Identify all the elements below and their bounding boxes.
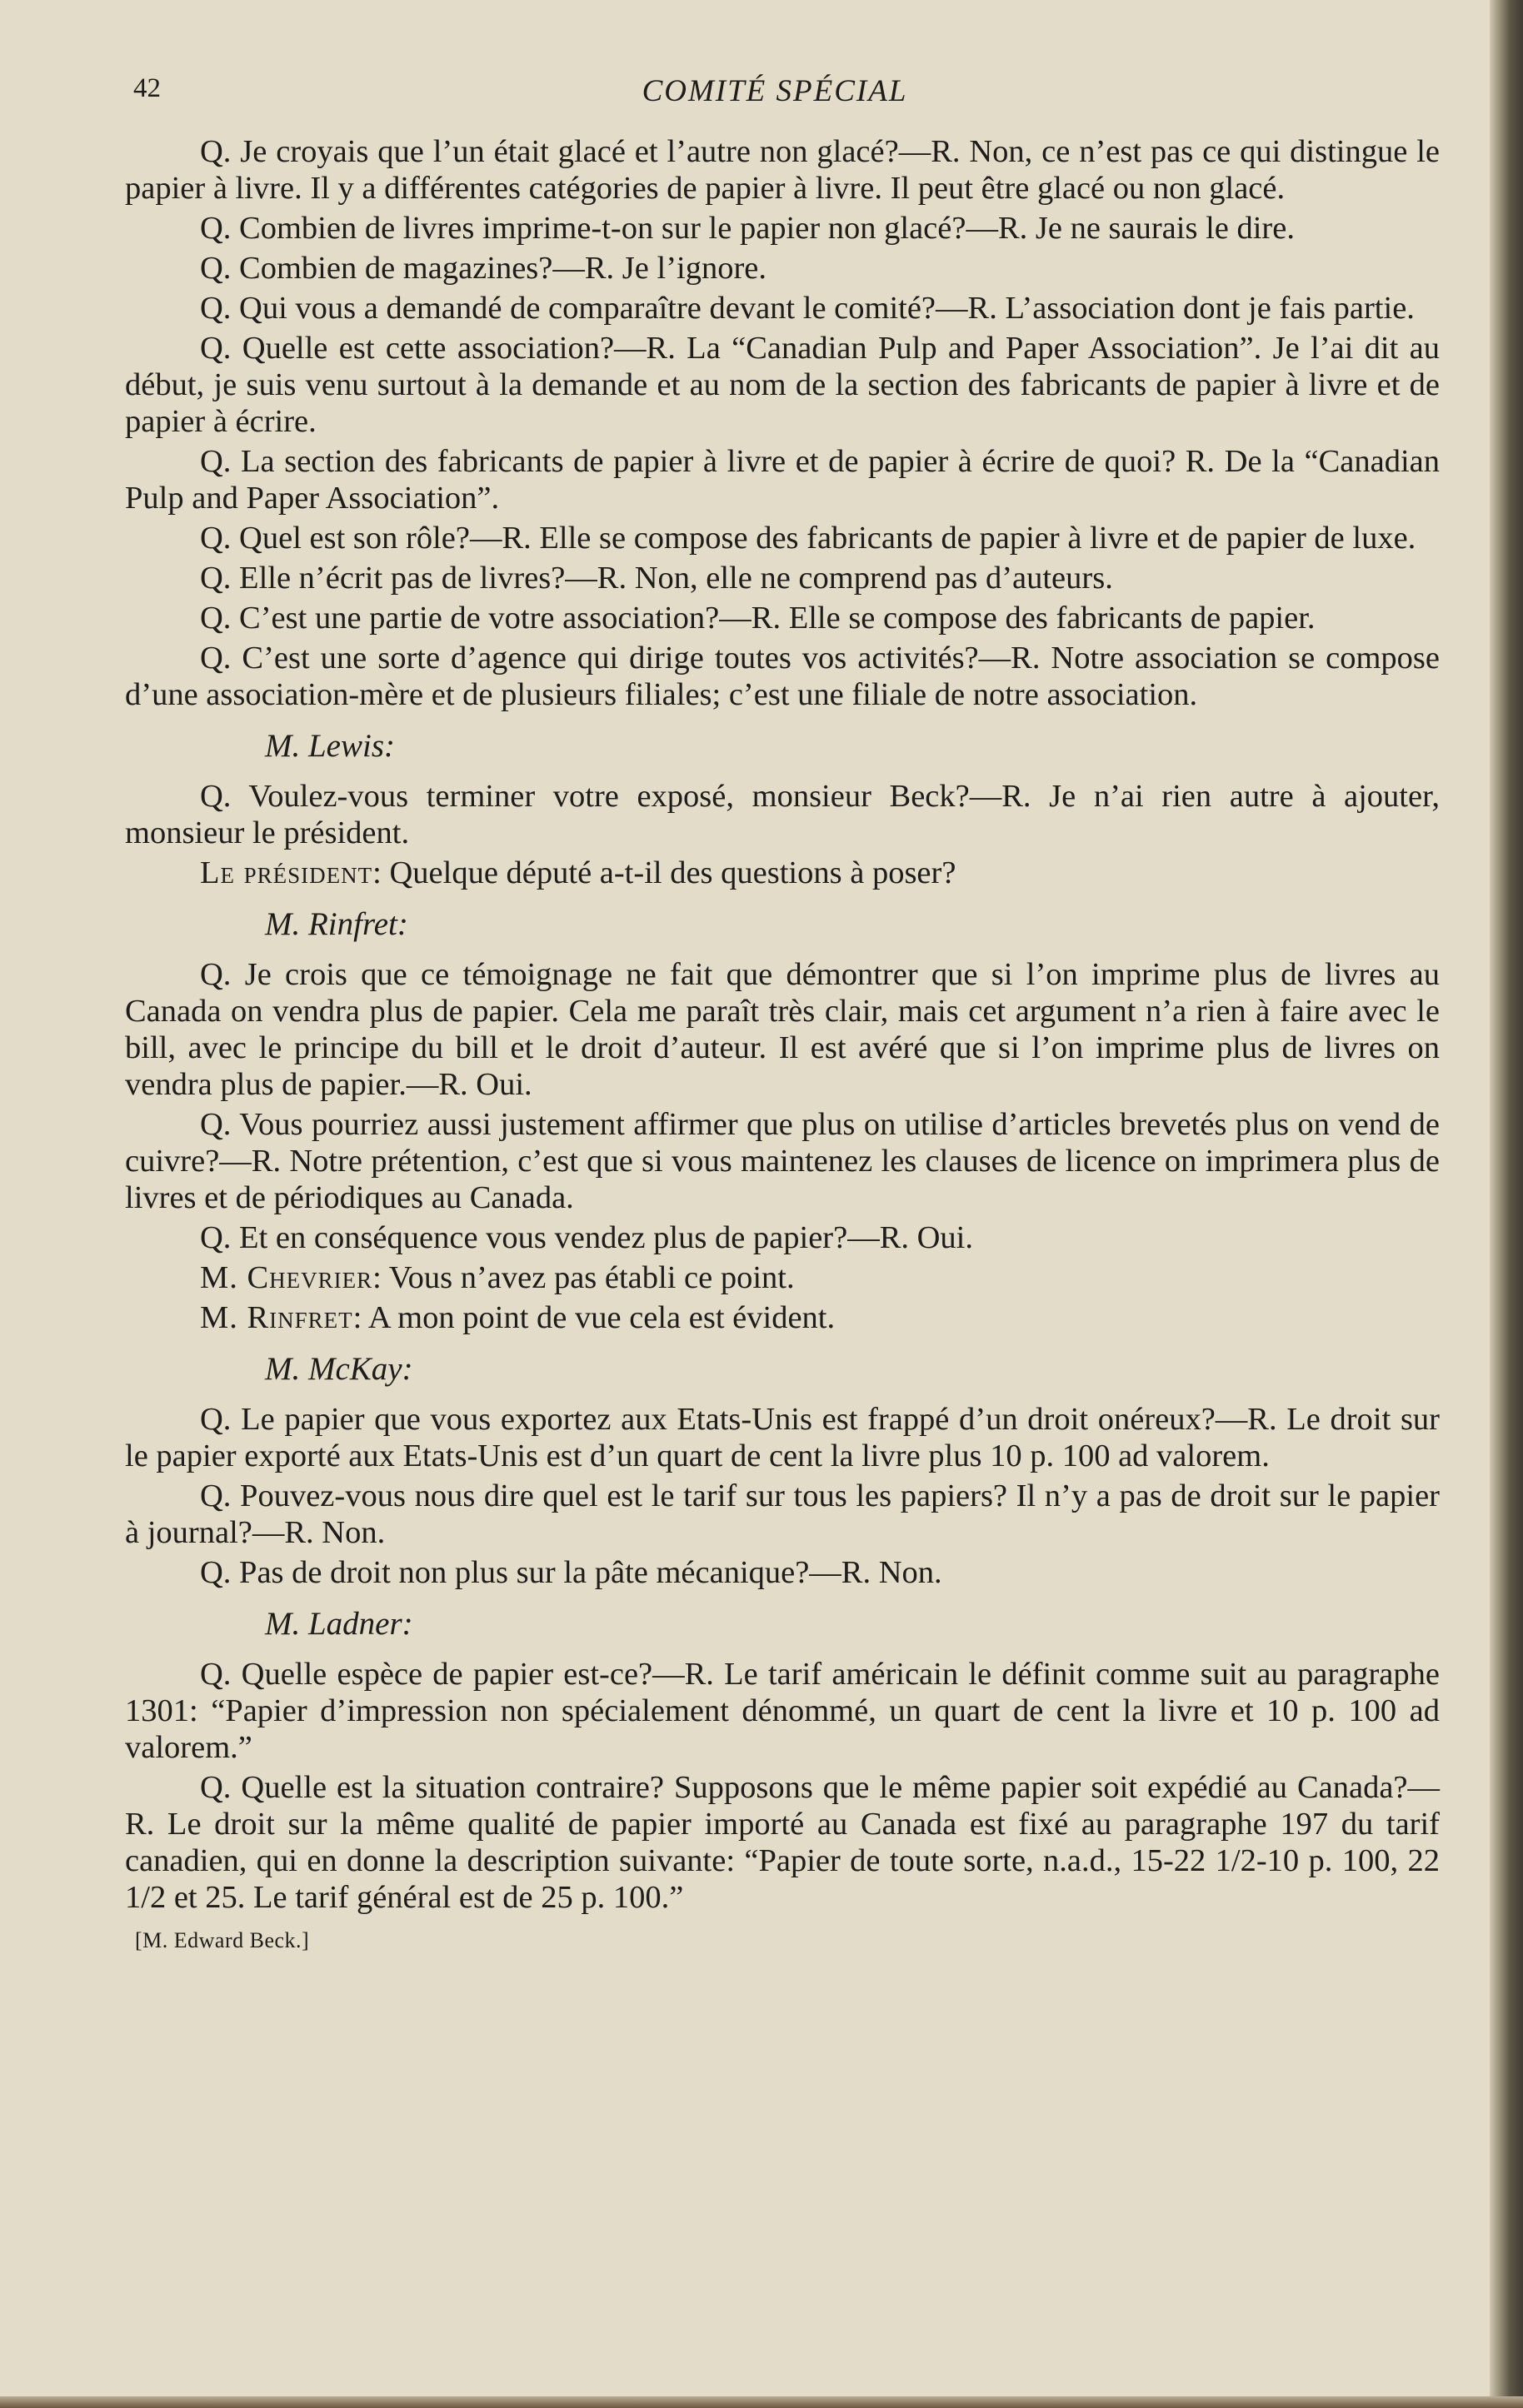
page-bottom-edge: [0, 2396, 1523, 2408]
transcript-blocks: [125, 133, 1440, 1916]
question-answer-paragraph: Q. C’est une sorte d’agence qui dirige toutes vos activités?—R. Notre association se compose d’une association-mère et de plusieurs filiales; c’est une filiale de notre association.: [125, 641, 1440, 712]
question-answer-paragraph: Q. Et en conséquence vous vendez plus de papier?—R. Oui.: [200, 1220, 974, 1255]
speaker-heading: M. McKay:: [265, 1351, 413, 1387]
book-binding-shadow: [1490, 0, 1523, 2408]
question-answer-paragraph: Q. Quel est son rôle?—R. Elle se compose des fabricants de papier à livre et de papier de luxe.: [200, 521, 1416, 556]
question-answer-paragraph: Q. Quelle espèce de papier est-ce?—R. Le tarif américain le définit comme suit au paragraphe 1301: “Papier d’impression non spécialement dénommé, un quart de cent la livre et 10 p. 100 ad valorem.”: [125, 1657, 1440, 1765]
speaker-heading: M. Ladner:: [265, 1606, 413, 1642]
speaker-name: M. Rinfret: [200, 1300, 353, 1335]
named-statement: [125, 855, 1440, 891]
running-head: COMITÉ SPÉCIAL: [642, 74, 908, 108]
question-answer-paragraph: Q. Le papier que vous exportez aux Etats-Unis est frappé d’un droit onéreux?—R. Le droit sur le papier exporté aux Etats-Unis est d’un quart de cent la livre plus 10 p. 100 ad valorem.: [125, 1402, 1440, 1473]
question-answer-paragraph: Q. Quelle est la situation contraire? Supposons que le même papier soit expédié au Canada?—R. Le droit sur la même qualité de papier importé au Canada est fixé au paragraphe 197 du tarif canadien, qui en donne la description suivante: “Papier de toute sorte, n.a.d., 15-22 1/2-10 p. 100, 22 1/2 et 25. Le tarif général est de 25 p. 100.”: [125, 1770, 1440, 1915]
question-answer-paragraph: Q. La section des fabricants de papier à livre et de papier à écrire de quoi? R. De la “Canadian Pulp and Paper Association”.: [125, 444, 1440, 516]
question-answer-paragraph: Q. Elle n’écrit pas de livres?—R. Non, elle ne comprend pas d’auteurs.: [200, 561, 1113, 596]
question-answer-paragraph: Q. Vous pourriez aussi justement affirmer que plus on utilise d’articles brevetés plus on vend de cuivre?—R. Notre prétention, c’est que si vous maintenez les clauses de licence on imprimera plus de livres et de périodiques au Canada.: [125, 1107, 1440, 1215]
speaker-heading: M. Rinfret:: [265, 906, 408, 942]
question-answer-paragraph: Q. Combien de magazines?—R. Je l’ignore.: [200, 251, 766, 286]
statement-text: : Quelque député a-t-il des questions à poser?: [372, 855, 956, 890]
speaker-name: Le président: [200, 855, 373, 890]
question-answer-paragraph: Q. Je croyais que l’un était glacé et l’autre non glacé?—R. Non, ce n’est pas ce qui distingue le papier à livre. Il y a différentes catégories de papier à livre. Il peut être glacé ou non glacé.: [125, 134, 1440, 206]
question-answer-paragraph: Q. Combien de livres imprime-t-on sur le papier non glacé?—R. Je ne saurais le dire.: [200, 211, 1295, 246]
question-answer-paragraph: Q. Pouvez-vous nous dire quel est le tarif sur tous les papiers? Il n’y a pas de droit sur le papier à journal?—R. Non.: [125, 1478, 1440, 1550]
speaker-heading: M. Lewis:: [265, 728, 395, 764]
statement-text: : A mon point de vue cela est évident.: [352, 1300, 836, 1335]
page-body: [125, 133, 1440, 1959]
question-answer-paragraph: Q. Je crois que ce témoignage ne fait que démontrer que si l’on imprime plus de livres au Canada on vendra plus de papier. Cela me paraît très clair, mais cet argument n’a rien à faire avec le bill, avec le principe du bill et le droit d’auteur. Il est avéré que si l’on imprime plus de livres on vendra plus de papier.—R. Oui.: [125, 957, 1440, 1102]
speaker-name: M. Chevrier: [200, 1260, 373, 1295]
question-answer-paragraph: Q. Pas de droit non plus sur la pâte mécanique?—R. Non.: [200, 1555, 942, 1590]
page-header: [125, 68, 1425, 118]
page-number: 42: [133, 73, 161, 103]
question-answer-paragraph: Q. C’est une partie de votre association?—R. Elle se compose des fabricants de papier.: [200, 601, 1316, 636]
question-answer-paragraph: Q. Quelle est cette association?—R. La “Canadian Pulp and Paper Association”. Je l’ai dit au début, je suis venu surtout à la demande et au nom de la section des fabricants de papier à livre et de papier à écrire.: [125, 331, 1440, 439]
question-answer-paragraph: Q. Qui vous a demandé de comparaître devant le comité?—R. L’association dont je fais partie.: [200, 291, 1415, 326]
question-answer-paragraph: Q. Voulez-vous terminer votre exposé, monsieur Beck?—R. Je n’ai rien autre à ajouter, monsieur le président.: [125, 779, 1440, 850]
named-statement: [125, 1259, 1440, 1296]
witness-footer: [M. Edward Beck.]: [135, 1928, 310, 1952]
statement-text: : Vous n’avez pas établi ce point.: [372, 1260, 795, 1295]
named-statement: [125, 1299, 1440, 1336]
